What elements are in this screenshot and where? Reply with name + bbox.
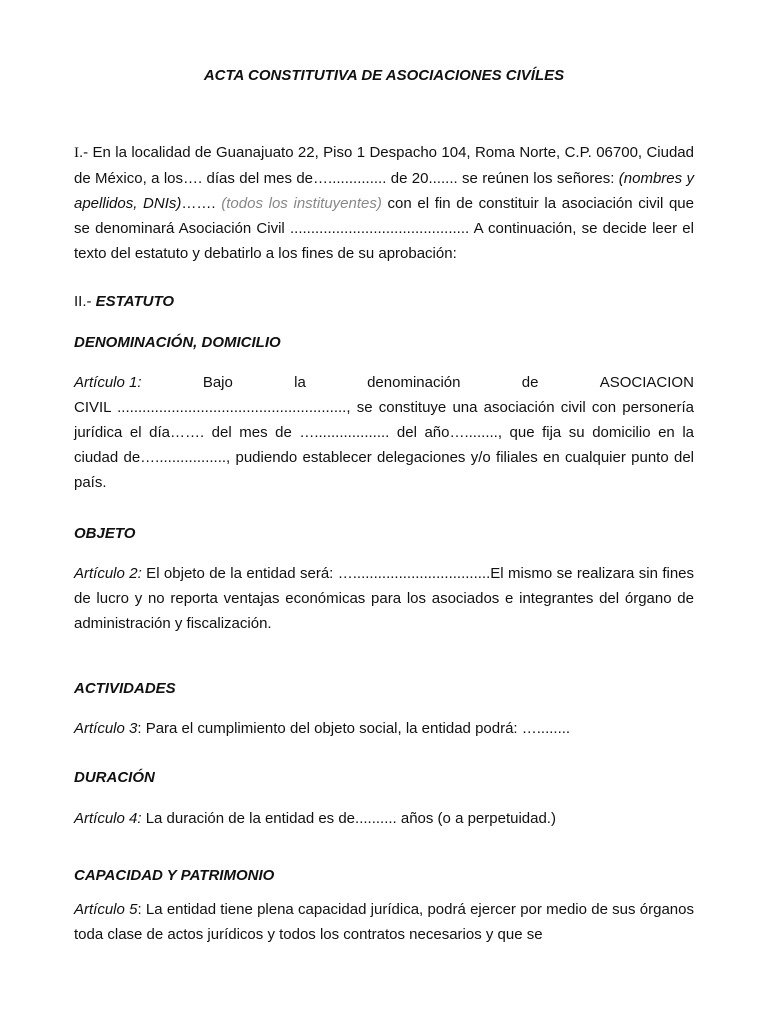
article-4-label: Artículo 4: xyxy=(74,810,142,827)
estatuto-label: ESTATUTO xyxy=(95,293,175,310)
intro-text-3: con el fin de constituir la asociación civil que se denominará Asociación Civil ........................................... A continuación, se decide leer el texto del estatuto y debatirlo a los fines de su aprobación: xyxy=(74,195,694,262)
estatuto-number: II.- xyxy=(74,293,96,310)
intro-number: I xyxy=(74,145,79,161)
article-2-label: Artículo 2: xyxy=(74,565,142,582)
article-3-paragraph xyxy=(74,716,694,741)
section-heading-denominacion: DENOMINACIÓN, DOMICILIO xyxy=(74,334,281,351)
article-5-paragraph xyxy=(74,897,694,947)
article-2-text: El objeto de la entidad será: ….................................El mismo se realizara sin fines de lucro y no reporta ventajas económicas para los asociados e integrantes del órgano de administración y fiscalización. xyxy=(74,565,695,632)
article-5-label: Artículo 5 xyxy=(74,901,138,918)
article-1-label: Artículo 1: xyxy=(74,374,142,391)
article-3-text: : Para el cumplimiento del objeto social, la entidad podrá: …........ xyxy=(137,720,571,737)
section-heading-capacidad: CAPACIDAD Y PATRIMONIO xyxy=(74,867,275,884)
article-4-paragraph xyxy=(74,806,694,831)
article-1-first-line xyxy=(74,370,694,395)
article-4-text: La duración de la entidad es de.......... años (o a perpetuidad.) xyxy=(141,810,556,827)
section-heading-actividades: ACTIVIDADES xyxy=(74,680,176,697)
article-1-paragraph xyxy=(74,370,694,495)
article-2-paragraph xyxy=(74,561,694,636)
intro-paragraph xyxy=(74,140,694,266)
estatuto-heading xyxy=(74,292,694,312)
article-1-text: CIVIL ......................................................., se constituye una asociación civil con personería jurídica el día……. del mes de ….................. del año…........, que fija su domicilio en la ciudad de…................., pudiendo establecer delegaciones y/o filiales en cualquier punto del país. xyxy=(74,399,694,491)
article-1-word: denominación xyxy=(367,374,461,391)
article-5-text: : La entidad tiene plena capacidad jurídica, podrá ejercer por medio de sus órganos toda clase de actos jurídicos y todos los contratos necesarios y que se xyxy=(74,901,694,943)
intro-all-placeholder: (todos los instituyentes) xyxy=(221,195,382,212)
intro-names-placeholder: (nombres y apellidos, DNIs) xyxy=(74,170,694,212)
article-1-word: ASOCIACION xyxy=(599,374,694,391)
intro-text-2: ……. xyxy=(181,195,222,212)
article-1-word: Bajo xyxy=(202,374,233,391)
section-heading-duracion: DURACIÓN xyxy=(74,769,155,786)
article-1-word: de xyxy=(521,374,539,391)
document-title: ACTA CONSTITUTIVA DE ASOCIACIONES CIVÍLES xyxy=(203,67,565,84)
section-heading-objeto: OBJETO xyxy=(74,525,136,542)
article-1-word: la xyxy=(294,374,306,391)
intro-text-1: .- En la localidad de Guanajuato 22, Piso 1 Despacho 104, Roma Norte, C.P. 06700, Ciudad de México, a los…. días del mes de….............. de 20....... se reúnen los señores: xyxy=(74,144,694,187)
article-3-label: Artículo 3 xyxy=(74,720,138,737)
